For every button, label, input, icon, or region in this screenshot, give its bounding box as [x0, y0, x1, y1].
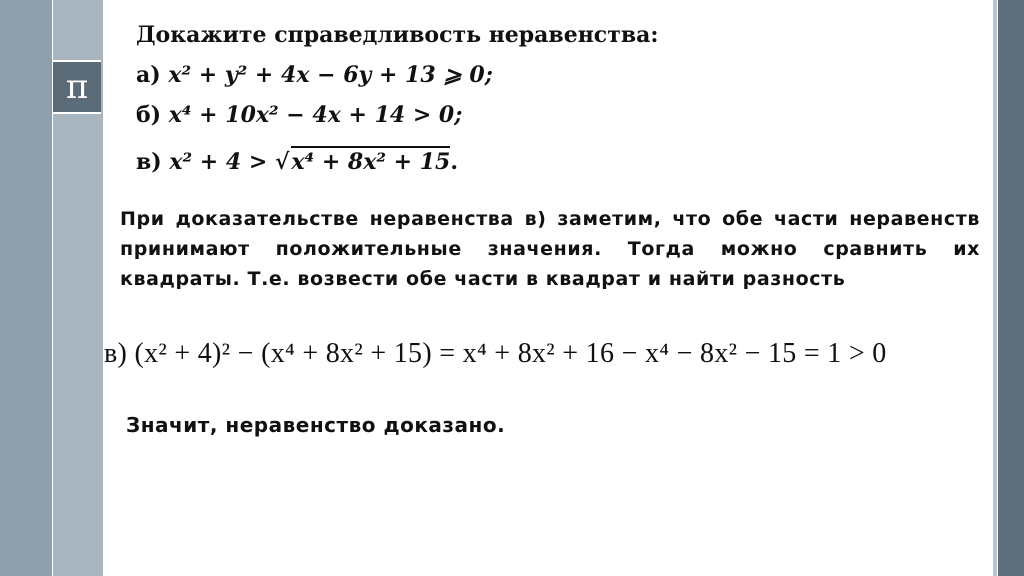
- item-c-left: x² + 4 >: [169, 149, 268, 175]
- task-item-c: [136, 146, 458, 175]
- conclusion-text: Значит, неравенство доказано.: [126, 413, 506, 437]
- right-sidebar-inner-band: [993, 0, 997, 576]
- item-b-label: б): [136, 102, 162, 128]
- task-item-b: [136, 102, 462, 128]
- sqrt-sign: √: [274, 149, 290, 175]
- item-c-end: .: [450, 149, 459, 175]
- proof-formula: в) (x² + 4)² − (x⁴ + 8x² + 15) = x⁴ + 8x² + 16 − x⁴ − 8x² − 15 = 1 > 0: [104, 338, 887, 369]
- pi-icon: π: [53, 60, 101, 114]
- slide-content: [104, 0, 990, 576]
- right-sidebar-band: [998, 0, 1024, 576]
- item-a-expression: x² + y² + 4x − 6y + 13 ⩾ 0;: [168, 62, 493, 88]
- item-c-label: в): [136, 149, 162, 175]
- task-title: Докажите справедливость неравенства:: [136, 22, 659, 48]
- item-b-expression: x⁴ + 10x² − 4x + 14 > 0;: [168, 102, 463, 128]
- task-item-a: [136, 62, 493, 88]
- item-c-radicand: x⁴ + 8x² + 15: [291, 146, 450, 175]
- left-sidebar-band: [0, 0, 52, 576]
- item-a-label: а): [136, 62, 161, 88]
- explanation-text: При доказательстве неравенства в) заметим, что обе части неравенств принимают положительные значения. Тогда можно сравнить их квадраты. Т.е. возвести обе части в квадрат и найти разность: [120, 208, 980, 290]
